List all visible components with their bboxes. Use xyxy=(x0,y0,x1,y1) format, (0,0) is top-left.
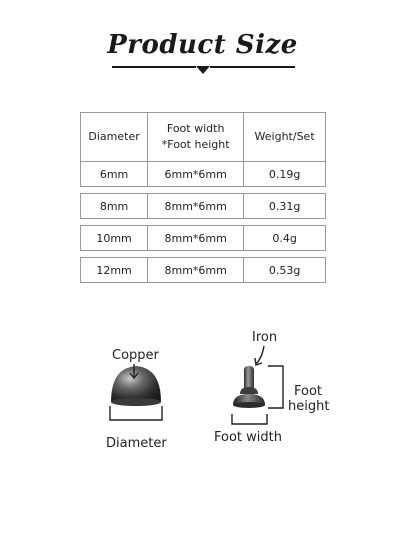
cell-weight: 0.4g xyxy=(244,226,326,251)
iron-pointer-arrow xyxy=(255,346,264,365)
foot-width-label: Foot width xyxy=(214,430,282,445)
cell-foot: 8mm*6mm xyxy=(148,258,244,283)
foot-rivet-icon xyxy=(233,366,265,408)
cell-weight: 0.19g xyxy=(244,162,326,187)
foot-height-bracket xyxy=(268,366,283,408)
header-foot-height: *Foot height xyxy=(161,138,230,151)
foot-height-label-line1: Foot xyxy=(294,384,323,399)
foot-width-bracket xyxy=(232,414,267,424)
cell-foot: 8mm*6mm xyxy=(148,194,244,219)
header-weight: Weight/Set xyxy=(244,113,326,162)
cell-diameter: 12mm xyxy=(81,258,148,283)
diameter-label: Diameter xyxy=(106,436,167,451)
page-title: Product Size xyxy=(107,30,298,60)
cell-foot: 8mm*6mm xyxy=(148,226,244,251)
dome-rivet-icon xyxy=(111,366,161,406)
diameter-bracket xyxy=(110,406,162,420)
iron-label: Iron xyxy=(252,330,278,345)
cell-foot: 6mm*6mm xyxy=(148,162,244,187)
copper-label: Copper xyxy=(112,348,159,363)
cell-diameter: 10mm xyxy=(81,226,148,251)
foot-height-label-line2: height xyxy=(288,399,330,414)
header-diameter: Diameter xyxy=(81,113,148,162)
cell-weight: 0.31g xyxy=(244,194,326,219)
cell-diameter: 6mm xyxy=(81,162,148,187)
cell-weight: 0.53g xyxy=(244,258,326,283)
header-foot-width: Foot width xyxy=(166,122,225,135)
cell-diameter: 8mm xyxy=(81,194,148,219)
